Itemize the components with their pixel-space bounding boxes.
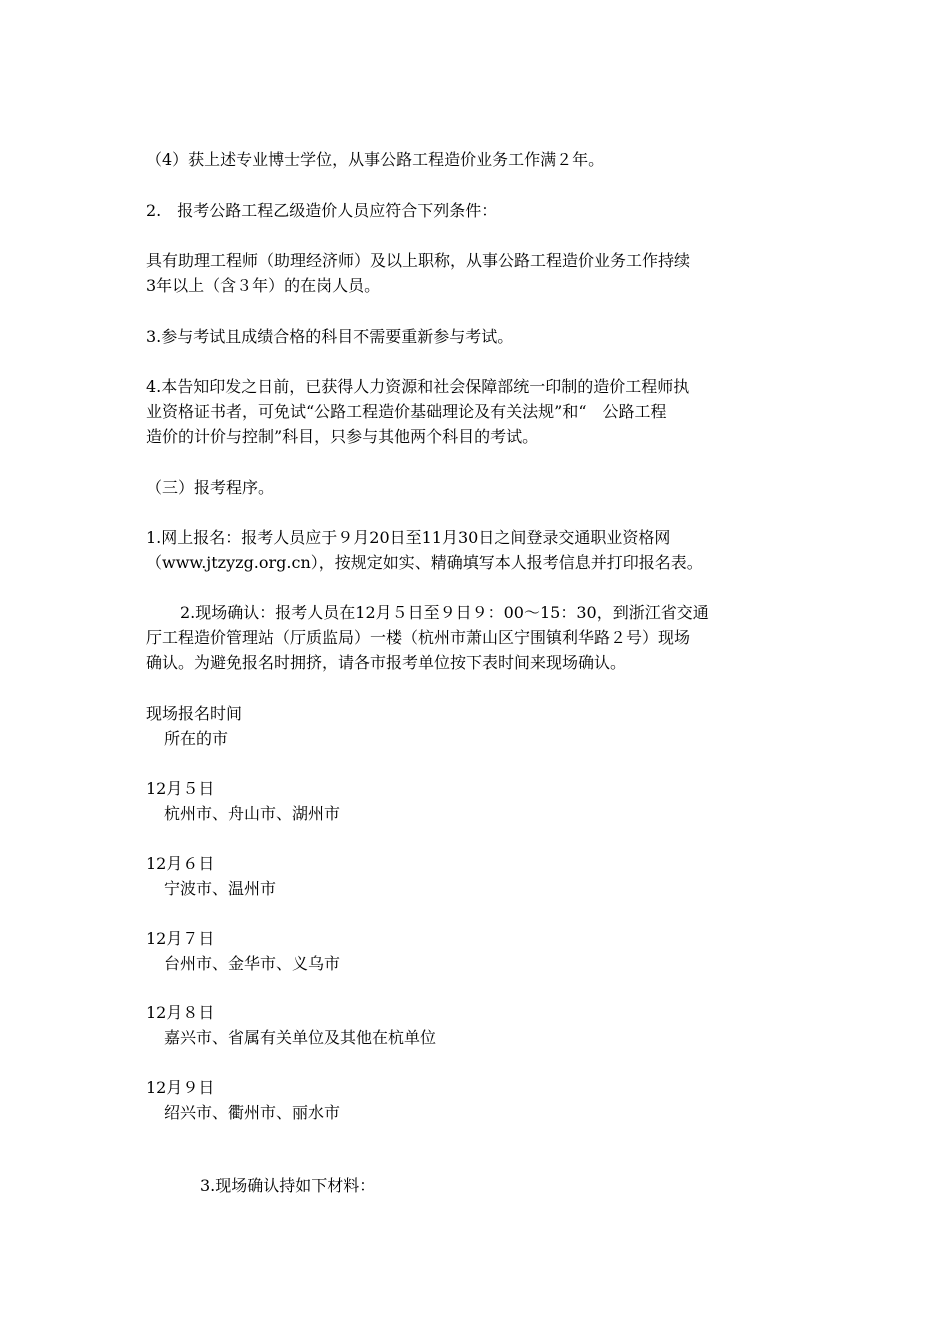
schedule-row-cities: 绍兴市、衢州市、丽水市 — [164, 1103, 341, 1122]
paragraph-item-4-line2: 业资格证书者，可免试“公路工程造价基础理论及有关法规”和“ 公路工程 — [146, 402, 667, 421]
paragraph-item-3: 3.参与考试且成绩合格的科目不需要重新参与考试。 — [146, 327, 514, 346]
schedule-row-cities: 台州市、金华市、义乌市 — [164, 954, 341, 973]
schedule-row-date: 12月９日 — [146, 1078, 215, 1097]
paragraph-grade-b-line1: 具有助理工程师（助理经济师）及以上职称，从事公路工程造价业务工作持续 — [146, 251, 691, 270]
schedule-row-cities: 杭州市、舟山市、湖州市 — [164, 804, 341, 823]
schedule-row-cities: 宁波市、温州市 — [164, 879, 277, 898]
schedule-row-date: 12月８日 — [146, 1003, 215, 1022]
schedule-row-date: 12月６日 — [146, 854, 215, 873]
schedule-row-date: 12月７日 — [146, 929, 215, 948]
paragraph-online-registration-line2: （www.jtzyzg.org.cn），按规定如实、精确填写本人报考信息并打印报名表。 — [146, 553, 703, 572]
paragraph-item-4-line3: 造价的计价与控制”科目，只参与其他两个科目的考试。 — [146, 427, 539, 446]
paragraph-item-4-line1: 4.本告知印发之日前，已获得人力资源和社会保障部统一印制的造价工程师执 — [146, 377, 690, 396]
paragraph-onsite-confirmation-line2: 厅工程造价管理站（厅质监局）一楼（杭州市萧山区宁围镇利华路２号）现场 — [146, 628, 691, 647]
section-heading-procedure: （三）报考程序。 — [146, 478, 275, 497]
paragraph-onsite-confirmation-line1: 2.现场确认：报考人员在12月５日至９日９：00～15：30，到浙江省交通 — [180, 603, 709, 622]
paragraph-grade-b-line2: 3年以上（含３年）的在岗人员。 — [146, 276, 381, 295]
paragraph-onsite-confirmation-line3: 确认。为避免报名时拥挤，请各市报考单位按下表时间来现场确认。 — [146, 653, 627, 672]
schedule-header-time: 现场报名时间 — [146, 704, 243, 723]
paragraph-grade-b-heading: 2. 报考公路工程乙级造价人员应符合下列条件： — [146, 201, 498, 220]
schedule-row-date: 12月５日 — [146, 779, 215, 798]
paragraph-online-registration-line1: 1.网上报名：报考人员应于９月20日至11月30日之间登录交通职业资格网 — [146, 528, 671, 547]
paragraph-condition-4: （4）获上述专业博士学位，从事公路工程造价业务工作满２年。 — [146, 150, 605, 169]
paragraph-onsite-materials: 3.现场确认持如下材料： — [200, 1176, 376, 1195]
schedule-header-city: 所在的市 — [164, 729, 229, 748]
schedule-row-cities: 嘉兴市、省属有关单位及其他在杭单位 — [164, 1028, 437, 1047]
